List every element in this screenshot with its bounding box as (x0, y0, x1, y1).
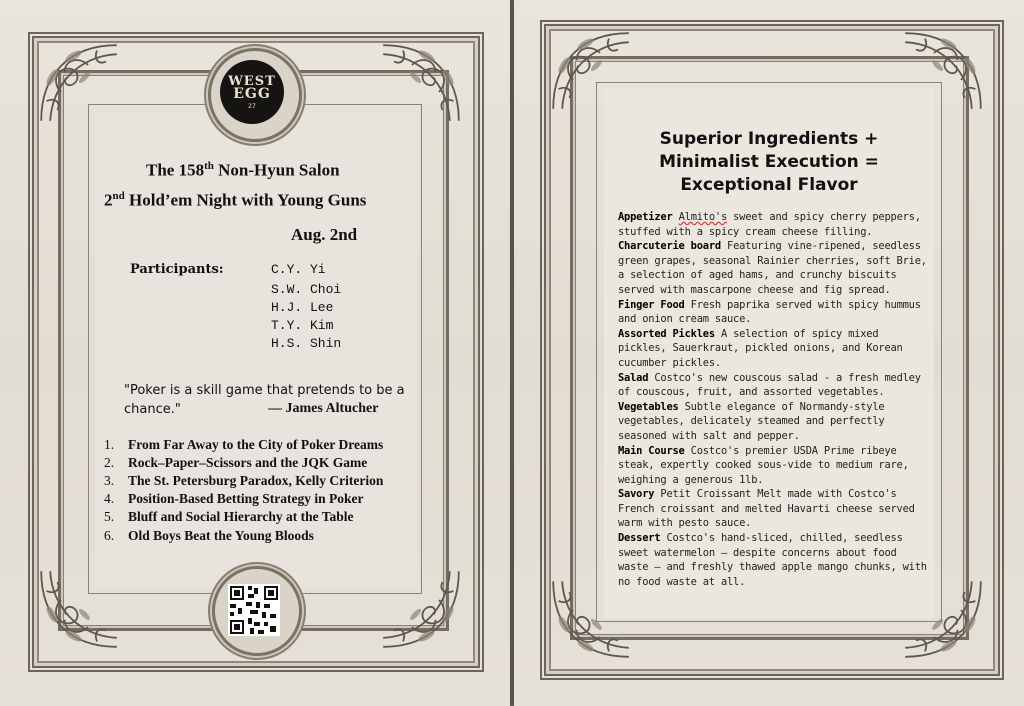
west-egg-logo (220, 60, 284, 124)
participant-1: C.Y. Yi (271, 262, 326, 277)
menu-item-savory: Savory Petit Croissant Melt made with Costco's French croissant and melted Havarti cheese served warm with pesto sauce. (618, 488, 915, 530)
title-line-1: The 158th Non-Hyun Salon (146, 160, 340, 180)
qr-code-pattern (228, 584, 280, 636)
logo-line2: EGG (233, 86, 271, 102)
menu-item-appetizer: Appetizer Almito's sweet and spicy cherry peppers, stuffed with a spicy cream cheese filling. (618, 211, 921, 238)
topic-item: 1. From Far Away to the City of Poker Dreams (104, 437, 384, 452)
participant-3: H.J. Lee (271, 300, 334, 315)
salon-invitation-card (0, 0, 510, 706)
title-line-2: 2nd Hold’em Night with Young Guns (104, 190, 367, 210)
topic-item: 6. Old Boys Beat the Young Bloods (104, 528, 314, 543)
menu-title-line-3: Exceptional Flavor (680, 175, 858, 195)
qr-code[interactable] (228, 584, 280, 636)
menu-item-charcuterie: Charcuterie board Featuring vine-ripened, seedless green grapes, seasonal Rainier cherries, soft Brie, a selection of aged hams, and crunchy biscuits served with mascarpone cheese and fig spread. (618, 240, 927, 296)
menu-title (614, 128, 924, 197)
corner-ornament-top-right (898, 26, 988, 116)
menu-item-vegetables: Vegetables Subtle elegance of Normandy-style vegetables, delicately steamed and perfectly seasoned with salt and pepper. (618, 400, 885, 442)
topic-item: 3. The St. Petersburg Paradox, Kelly Criterion (104, 473, 384, 488)
topic-item: 2. Rock–Paper–Scissors and the JQK Game (104, 455, 368, 470)
menu-item-dessert: Dessert Costco's hand-sliced, chilled, seedless sweet watermelon — despite concerns about food waste — and freshly thawed apple mango chunks, with no food waste at all. (618, 532, 927, 588)
corner-ornament-bottom-right (376, 564, 466, 654)
corner-ornament-top-right (376, 38, 466, 128)
participant-4: T.Y. Kim (271, 318, 334, 333)
corner-ornament-top-left (546, 26, 636, 116)
menu-item-pickles: Assorted Pickles A selection of spicy mixed pickles, Sauerkraut, pickled onions, and Korean cucumber pickles. (618, 327, 903, 369)
quote-line-2: chance." (124, 402, 181, 417)
corner-ornament-bottom-left (34, 564, 124, 654)
menu-item-main-course: Main Course Costco's premier USDA Prime ribeye steak, expertly cooked sous-vide to medium rare, weighing a generous 1lb. (618, 444, 909, 486)
participant-2: S.W. Choi (271, 282, 342, 297)
menu-list (618, 210, 932, 589)
menu-item-finger-food: Finger Food Fresh paprika served with spicy hummus and onion cream sauce. (618, 298, 921, 326)
participants-label: Participants: (130, 262, 224, 277)
menu-title-line-1: Superior Ingredients + (659, 129, 879, 149)
topic-item: 4. Position-Based Betting Strategy in Poker (104, 491, 364, 506)
menu-card (514, 0, 1024, 706)
participant-5: H.S. Shin (271, 336, 342, 351)
corner-ornament-top-left (34, 38, 124, 128)
topic-item: 5. Bluff and Social Hierarchy at the Table (104, 509, 354, 524)
logo-number: 27 (248, 103, 256, 110)
event-date: Aug. 2nd (291, 225, 358, 244)
menu-item-salad: Salad Costco's new couscous salad - a fresh medley of couscous, fruit, and assorted vegetables. (618, 371, 921, 399)
menu-title-line-2: Minimalist Execution = (659, 152, 879, 172)
quote-author: — James Altucher (268, 401, 379, 416)
quote-line-1: "Poker is a skill game that pretends to be a (124, 383, 405, 398)
logo-line1: WEST (228, 74, 276, 89)
